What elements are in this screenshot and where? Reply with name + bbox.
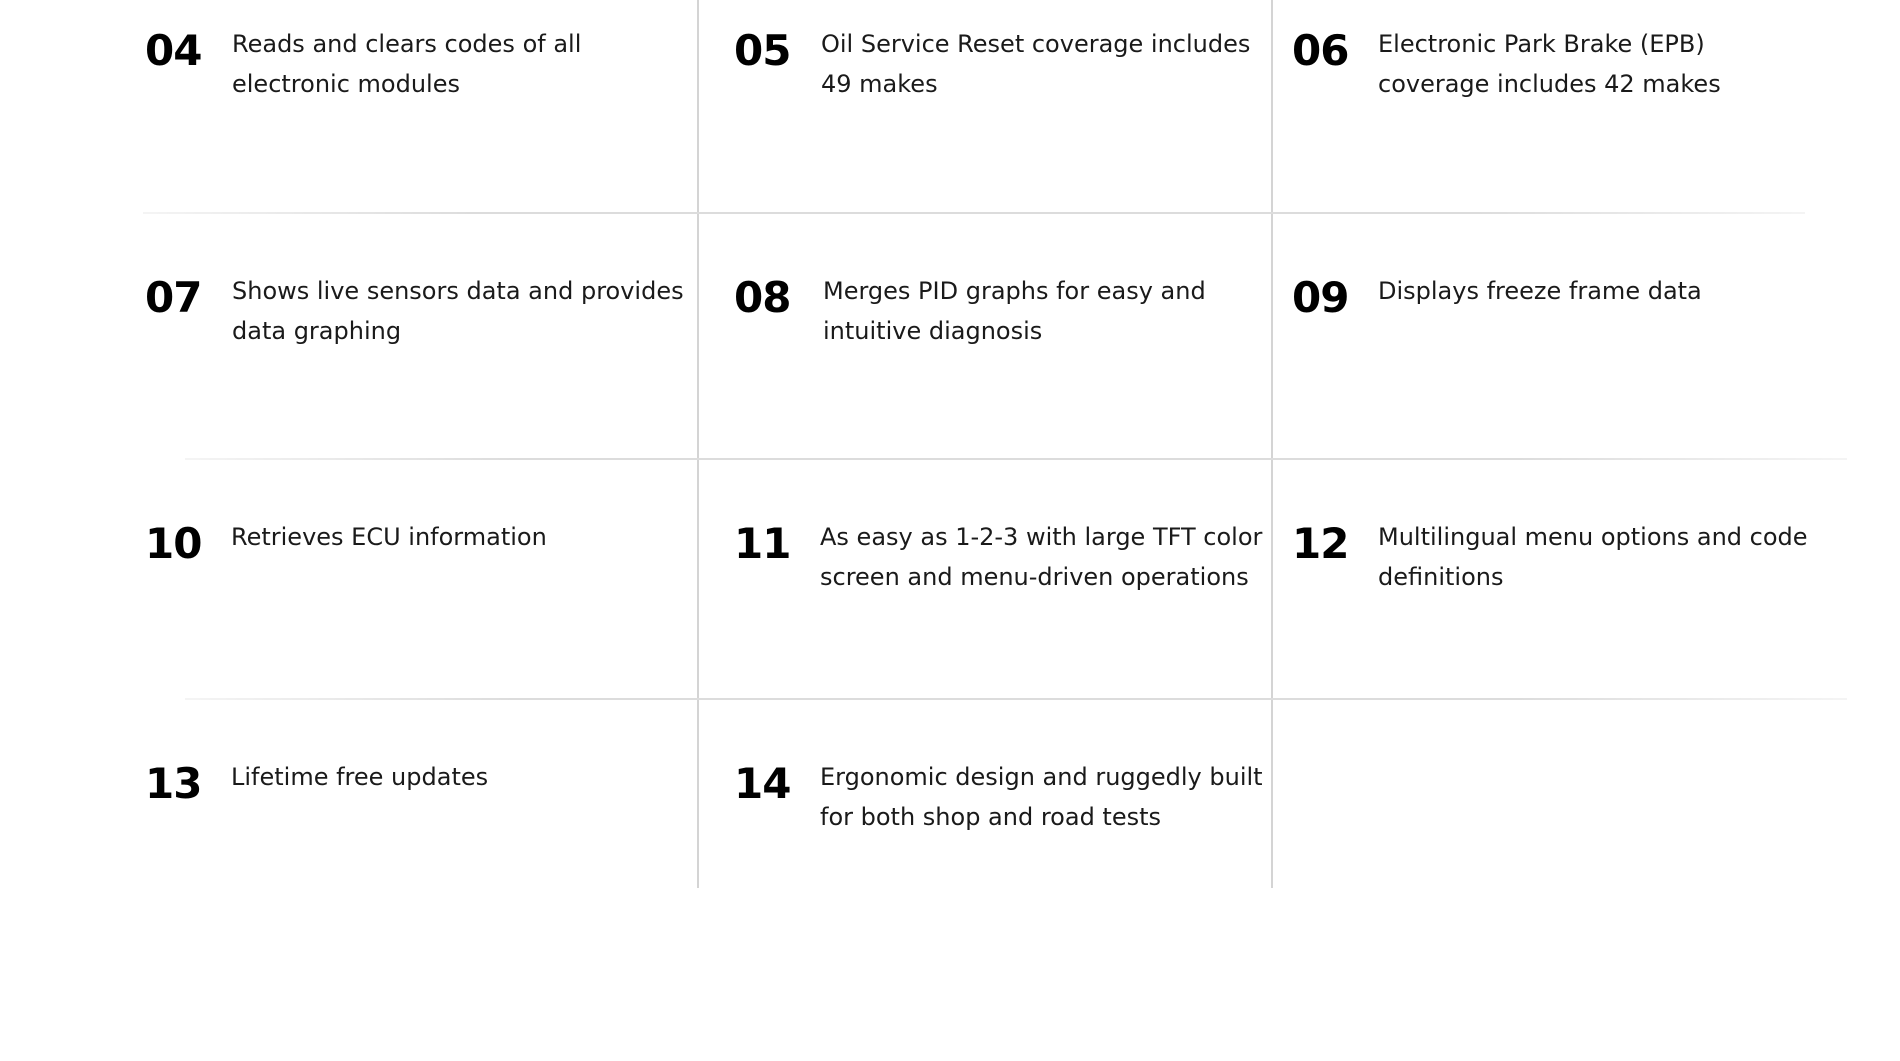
feature-item [145, 757, 489, 808]
row-divider-2 [185, 458, 1847, 460]
feature-description: Retrieves ECU information [231, 523, 547, 551]
feature-item [1292, 271, 1702, 322]
feature-number: 07 [145, 273, 202, 322]
feature-item [734, 271, 1206, 351]
feature-description: Merges PID graphs for easy and intuitive diagnosis [823, 277, 1206, 345]
feature-item [734, 517, 1262, 597]
feature-item [145, 24, 581, 104]
feature-number: 09 [1292, 273, 1349, 322]
feature-number: 11 [734, 519, 791, 568]
feature-description: As easy as 1-2-3 with large TFT color screen and menu-driven operations [820, 523, 1263, 591]
feature-description: Multilingual menu options and code definitions [1378, 523, 1808, 591]
row-divider-3 [185, 698, 1847, 700]
feature-number: 05 [734, 26, 791, 75]
feature-item [1292, 517, 1808, 597]
feature-number: 08 [734, 273, 791, 322]
feature-description: Lifetime free updates [231, 763, 489, 791]
feature-description: Displays freeze frame data [1378, 277, 1702, 305]
feature-number: 12 [1292, 519, 1349, 568]
row-divider-1 [143, 212, 1805, 214]
feature-number: 13 [145, 759, 202, 808]
feature-description: Oil Service Reset coverage includes 49 makes [821, 30, 1251, 98]
feature-number: 14 [734, 759, 791, 808]
feature-number: 06 [1292, 26, 1349, 75]
feature-description: Shows live sensors data and provides data graphing [232, 277, 684, 345]
feature-number: 04 [145, 26, 202, 75]
feature-description: Reads and clears codes of all electronic modules [232, 30, 582, 98]
feature-item [145, 271, 684, 351]
feature-item [734, 24, 1250, 104]
column-divider-1 [697, 0, 699, 888]
column-divider-2 [1271, 0, 1273, 888]
feature-description: Ergonomic design and ruggedly built for both shop and road tests [820, 763, 1263, 831]
feature-description: Electronic Park Brake (EPB) coverage includes 42 makes [1378, 30, 1721, 98]
feature-number: 10 [145, 519, 202, 568]
feature-item [145, 517, 547, 568]
feature-item [1292, 24, 1721, 104]
feature-item [734, 757, 1263, 837]
